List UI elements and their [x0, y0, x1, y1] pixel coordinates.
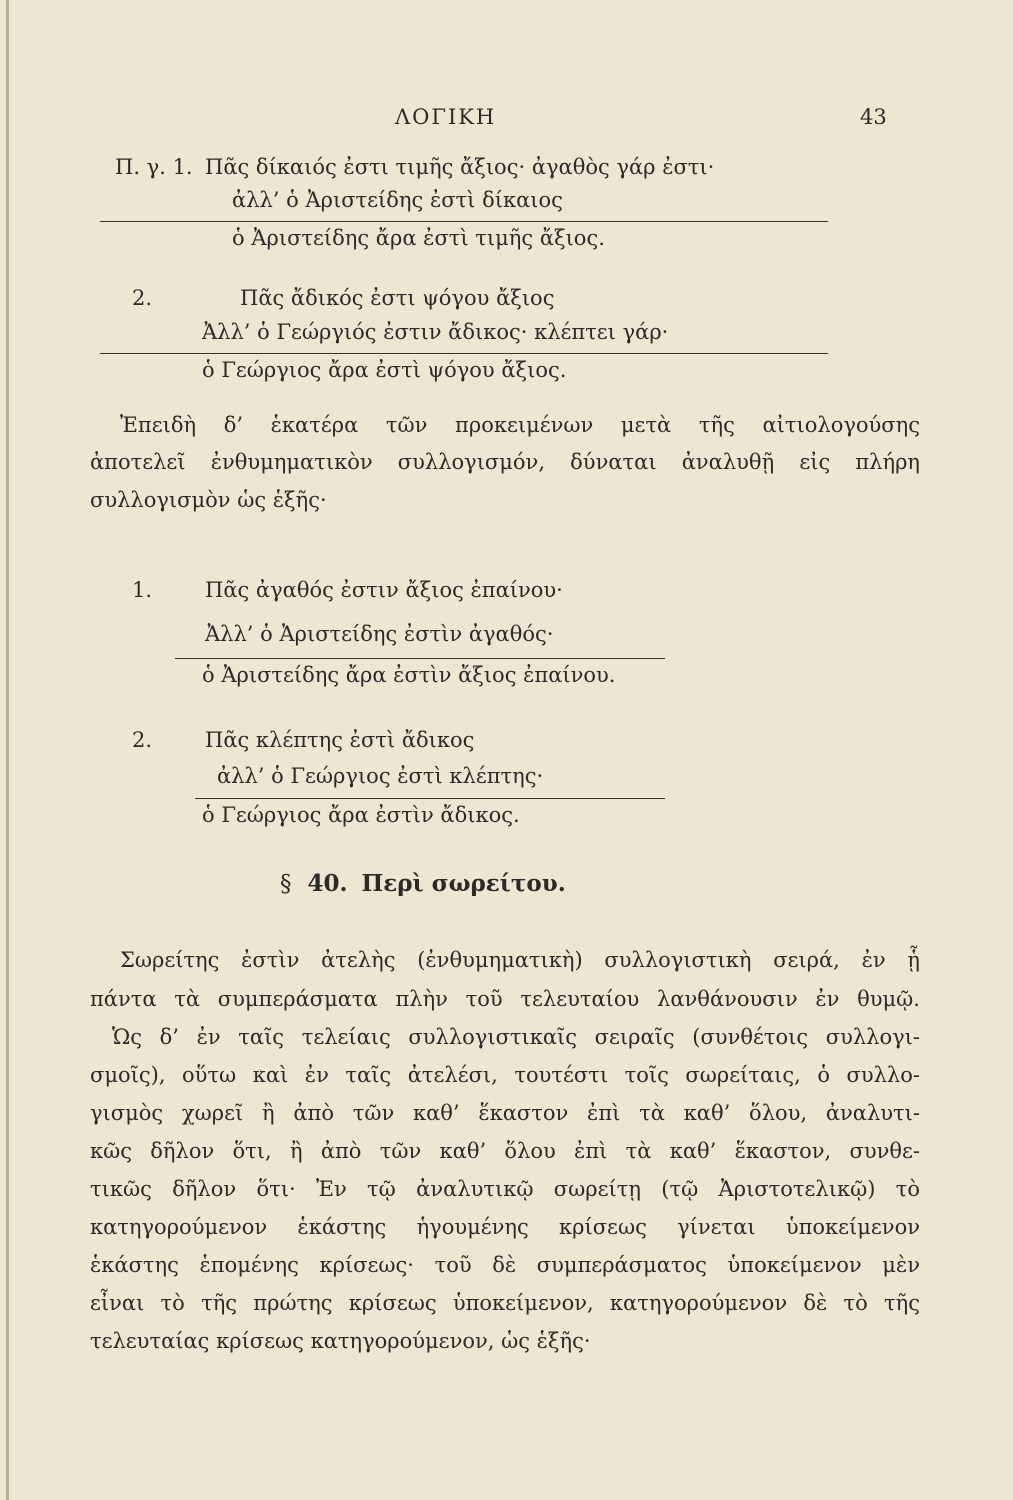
section-symbol: §	[280, 871, 292, 897]
section-title: Περὶ σωρείτου.	[361, 870, 566, 897]
major-premise: Πᾶς ἄδικός ἐστι ψόγου ἄξιος	[240, 286, 555, 310]
paragraph-line: σμοῖς), οὕτω καὶ ἐν ταῖς ἀτελέσι, τουτέστι τοῖς σωρείταις, ὁ συλλο-	[90, 1063, 920, 1087]
paragraph-line: συλλογισμὸν ὡς ἑξῆς·	[90, 488, 327, 512]
conclusion: ὁ Γεώργιος ἄρα ἐστὶ ψόγου ἄξιος.	[202, 358, 567, 382]
paragraph-line: εἶναι τὸ τῆς πρώτης κρίσεως ὑποκείμενον, κατηγορούμενον δὲ τὸ τῆς	[90, 1291, 920, 1315]
example-label: 1.	[132, 578, 153, 602]
paragraph-line: ἑκάστης ἑπομένης κρίσεως· τοῦ δὲ συμπεράσματος ὑποκείμενον μὲν	[90, 1253, 920, 1277]
running-title: ΛΟΓΙΚΗ	[395, 105, 497, 129]
paragraph-line: τελευταίας κρίσεως κατηγορούμενον, ὡς ἑξῆς·	[90, 1329, 591, 1353]
conclusion: ὁ Ἀριστείδης ἄρα ἐστὶν ἄξιος ἐπαίνου.	[202, 663, 616, 687]
page-edge	[6, 0, 9, 1500]
page-number: 43	[860, 105, 887, 129]
paragraph-line: τικῶς δῆλον ὅτι· Ἐν τῷ ἀναλυτικῷ σωρείτῃ (τῷ Ἀριστοτελικῷ) τὸ	[90, 1177, 920, 1201]
paragraph-line: Ὡς δ’ ἐν ταῖς τελείαις συλλογιστικαῖς σειραῖς (συνθέτοις συλλογι-	[112, 1025, 920, 1049]
minor-premise: ἀλλ’ ὁ Γεώργιος ἐστὶ κλέπτης·	[217, 764, 544, 788]
conclusion-rule	[100, 353, 828, 354]
minor-premise: Ἀλλ’ ὁ Ἀριστείδης ἐστὶν ἀγαθός·	[205, 622, 554, 646]
section-heading	[280, 870, 566, 897]
conclusion-rule	[100, 221, 828, 222]
paragraph-line: Ἐπειδὴ δ’ ἑκατέρα τῶν προκειμένων μετὰ τῆς αἰτιολογούσης	[120, 413, 920, 437]
minor-premise: ἀλλ’ ὁ Ἀριστείδης ἐστὶ δίκαιος	[232, 188, 563, 212]
conclusion: ὁ Ἀριστείδης ἄρα ἐστὶ τιμῆς ἄξιος.	[232, 226, 605, 250]
conclusion: ὁ Γεώργιος ἄρα ἐστὶν ἄδικος.	[202, 803, 520, 827]
paragraph-line: κῶς δῆλον ὅτι, ἢ ἀπὸ τῶν καθ’ ὅλου ἐπὶ τὰ καθ’ ἕκαστον, συνθε-	[90, 1139, 920, 1163]
page-header	[0, 105, 1013, 135]
paragraph-line: ἀποτελεῖ ἐνθυμηματικὸν συλλογισμόν, δύναται ἀναλυθῇ εἰς πλήρη	[90, 450, 920, 474]
major-premise: Πᾶς δίκαιός ἐστι τιμῆς ἄξιος· ἀγαθὸς γάρ ἐστι·	[205, 155, 715, 179]
example-label: 2.	[132, 286, 153, 310]
paragraph-line: πάντα τὰ συμπεράσματα πλὴν τοῦ τελευταίου λανθάνουσιν ἐν θυμῷ.	[90, 987, 920, 1011]
example-label: 2.	[132, 728, 153, 752]
minor-premise: Ἀλλ’ ὁ Γεώργιός ἐστιν ἄδικος· κλέπτει γάρ·	[202, 320, 669, 344]
major-premise: Πᾶς κλέπτης ἐστὶ ἄδικος	[205, 728, 475, 752]
section-number: 40.	[307, 870, 348, 897]
conclusion-rule	[175, 658, 665, 659]
paragraph-line: Σωρείτης ἐστὶν ἀτελὴς (ἐνθυμηματικὴ) συλλογιστικὴ σειρά, ἐν ᾗ	[120, 948, 920, 972]
example-label: Π. γ. 1.	[115, 155, 193, 179]
conclusion-rule	[195, 798, 665, 799]
paragraph-line: κατηγορούμενον ἑκάστης ἡγουμένης κρίσεως γίνεται ὑποκείμενον	[90, 1215, 920, 1239]
paragraph-line: γισμὸς χωρεῖ ἢ ἀπὸ τῶν καθ’ ἕκαστον ἐπὶ τὰ καθ’ ὅλου, ἀναλυτι-	[90, 1101, 920, 1125]
major-premise: Πᾶς ἀγαθός ἐστιν ἄξιος ἐπαίνου·	[205, 578, 563, 602]
